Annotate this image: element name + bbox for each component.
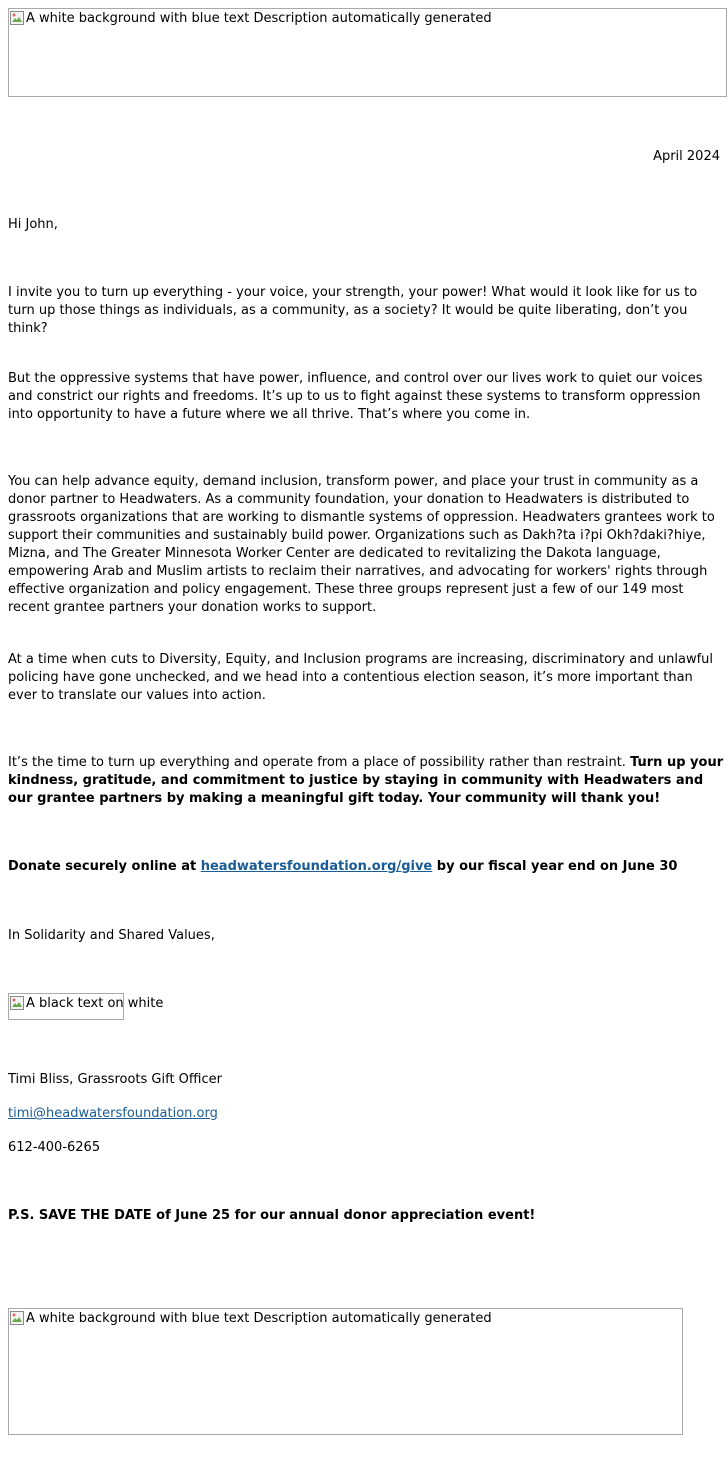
paragraph-advance-equity: You can help advance equity, demand inclusion, transform power, and place your trust in community as a donor partner to Headwaters. As a community foundation, your donation to Headwaters is distributed to grassroots organizations that are working to dismantle systems of oppression. Headwaters grantees work to support their communities and sustainably build power. Organizations such as Dakh?ta i?pi Okh?daki?hiye, Mizna, and The Greater Minnesota Worker Center are dedicated to revitalizing the Dakota language, empowering Arab and Muslim artists to reclaim their narratives, and advocating for workers' rights through effective organization and policy engagement. These three groups represent just a few of our 149 most recent grantee partners your donation works to support.	[8, 474, 715, 615]
ps-line: P.S. SAVE THE DATE of June 25 for our annual donor appreciation event!	[8, 1208, 536, 1223]
donate-prefix: Donate securely online at	[8, 859, 201, 874]
greeting: Hi John,	[8, 217, 58, 232]
donate-line	[8, 858, 724, 876]
signature-image-alt: A black text on white	[26, 996, 164, 1011]
broken-image-icon	[10, 11, 24, 25]
donate-link[interactable]: headwatersfoundation.org/give	[200, 859, 433, 874]
footer-image-alt: A white background with blue text Description automatically generated	[26, 1311, 492, 1326]
header-image	[8, 8, 727, 97]
signature-image	[8, 993, 164, 1020]
footer-image	[8, 1308, 683, 1435]
header-image-alt: A white background with blue text Description automatically generated	[26, 11, 492, 26]
header-image-placeholder	[9, 9, 726, 27]
broken-image-icon	[10, 996, 24, 1010]
cta-lead-text: It’s the time to turn up everything and operate from a place of possibility rather than restraint.	[8, 755, 631, 770]
signer-email-link[interactable]: timi@headwatersfoundation.org	[8, 1106, 218, 1121]
signer-name-title: Timi Bliss, Grassroots Gift Officer	[8, 1072, 222, 1087]
paragraph-invite: I invite you to turn up everything - your voice, your strength, your power! What would it look like for us to turn up those things as individuals, as a community, as a society? It would be quite liberating, don’t you think?	[8, 285, 698, 336]
closing: In Solidarity and Shared Values,	[8, 928, 215, 943]
broken-image-icon	[10, 1311, 24, 1325]
paragraph-oppressive-systems: But the oppressive systems that have power, influence, and control over our lives work to quiet our voices and constrict our rights and freedoms. It’s up to us to fight against these systems to transform oppression into opportunity to have a future where we all thrive. That’s where you come in.	[8, 371, 703, 422]
signer-email	[8, 1105, 218, 1123]
paragraph-at-a-time: At a time when cuts to Diversity, Equity, and Inclusion programs are increasing, discriminatory and unlawful policing have gone unchecked, and we head into a contentious election season, it’s more important than ever to translate our values into action.	[8, 652, 714, 703]
donate-suffix: by our fiscal year end on June 30	[432, 859, 678, 874]
signature-image-placeholder	[9, 994, 164, 1012]
signer-phone: 612-400-6265	[8, 1140, 101, 1155]
footer-image-placeholder	[9, 1309, 682, 1327]
paragraph-call-to-action	[8, 754, 724, 808]
cta-bold-text: Turn up your kindness, gratitude, and commitment to justice by staying in community with Headwaters and our grantee partners by making a meaningful gift today. Your community will thank you!	[8, 755, 724, 806]
letter-date: April 2024	[653, 149, 720, 164]
